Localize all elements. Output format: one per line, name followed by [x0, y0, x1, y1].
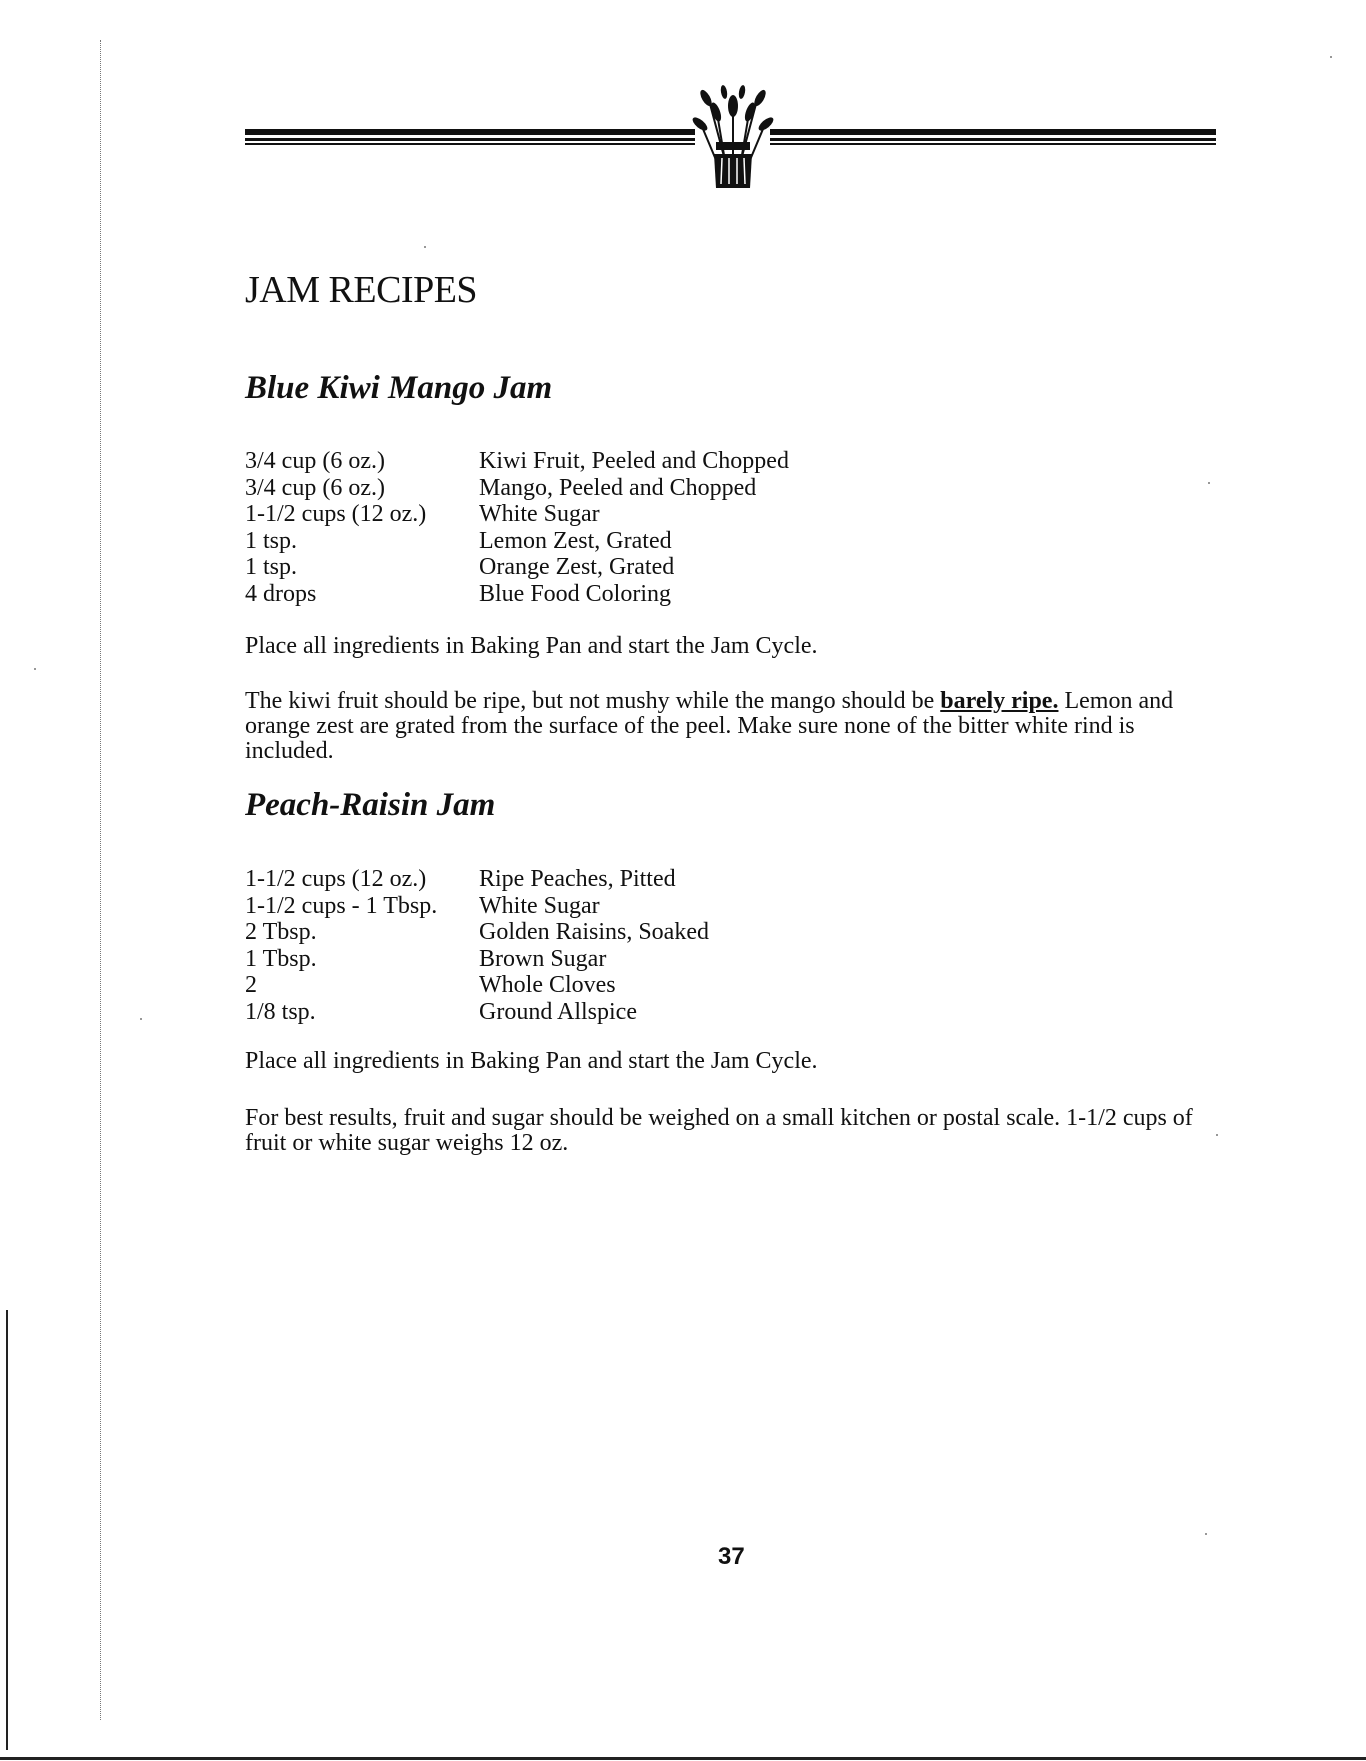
- ingredient-name: Blue Food Coloring: [479, 580, 672, 607]
- ingredient-row: [245, 475, 789, 502]
- scan-speck: [1216, 1134, 1218, 1136]
- header-rule-left: [245, 129, 695, 145]
- page-number: 37: [718, 1543, 745, 1570]
- wheat-sheaf-icon: [688, 84, 778, 194]
- ingredient-name: Mango, Peeled and Chopped: [479, 474, 757, 501]
- ingredient-quantity: 1-1/2 cups (12 oz.): [245, 501, 427, 527]
- ingredient-row: [245, 448, 789, 475]
- instructions-blue-kiwi-mango-jam: Place all ingredients in Baking Pan and start the Jam Cycle.: [245, 633, 818, 659]
- ingredient-name: Kiwi Fruit, Peeled and Chopped: [479, 448, 789, 474]
- ingredient-quantity: 1/8 tsp.: [245, 998, 316, 1025]
- ingredient-row: [245, 581, 789, 608]
- ingredient-row: [245, 528, 789, 555]
- page-title: JAM RECIPES: [245, 269, 478, 311]
- page-edge-left: [100, 40, 101, 1720]
- ingredient-quantity: 2: [245, 972, 257, 998]
- ingredient-row: [245, 919, 709, 946]
- scan-speck: [34, 668, 36, 670]
- scan-speck: [1208, 482, 1210, 484]
- recipe-title-peach-raisin-jam: Peach-Raisin Jam: [245, 787, 496, 823]
- instructions-peach-raisin-jam: Place all ingredients in Baking Pan and start the Jam Cycle.: [245, 1048, 818, 1074]
- ingredient-name: Lemon Zest, Grated: [479, 527, 672, 554]
- ingredient-list-peach-raisin-jam: [245, 866, 709, 1025]
- ingredient-row: [245, 972, 709, 999]
- note-text: The kiwi fruit should be ripe, but not mushy while the mango should be: [245, 688, 941, 714]
- ingredient-quantity: 2 Tbsp.: [245, 919, 317, 945]
- page-edge-left-bar: [6, 1310, 8, 1750]
- ingredient-name: Golden Raisins, Soaked: [479, 919, 709, 945]
- ingredient-row: [245, 999, 709, 1026]
- ingredient-row: [245, 893, 709, 920]
- scan-speck: [140, 1018, 142, 1020]
- header-rule-right: [770, 129, 1216, 145]
- ingredient-name: Whole Cloves: [479, 972, 616, 998]
- page-edge-bottom: [0, 1757, 1366, 1760]
- ingredient-row: [245, 866, 709, 893]
- recipe-title-blue-kiwi-mango-jam: Blue Kiwi Mango Jam: [245, 370, 553, 406]
- ingredient-row: [245, 946, 709, 973]
- ingredient-quantity: 1 tsp.: [245, 554, 298, 580]
- ingredient-quantity: 3/4 cup (6 oz.): [245, 474, 385, 501]
- ingredient-name: Ground Allspice: [479, 998, 637, 1025]
- note-blue-kiwi-mango-jam: [245, 689, 1195, 764]
- scan-speck: [1205, 1533, 1207, 1535]
- ingredient-name: Ripe Peaches, Pitted: [479, 866, 676, 892]
- ingredient-quantity: 1-1/2 cups (12 oz.): [245, 866, 427, 892]
- ingredient-row: [245, 554, 789, 581]
- ingredient-name: White Sugar: [479, 892, 600, 919]
- ingredient-list-blue-kiwi-mango-jam: [245, 448, 789, 607]
- ingredient-name: White Sugar: [479, 501, 600, 527]
- ingredient-name: Brown Sugar: [479, 945, 607, 972]
- ingredient-quantity: 1 tsp.: [245, 527, 298, 554]
- ingredient-quantity: 4 drops: [245, 580, 317, 607]
- ingredient-quantity: 3/4 cup (6 oz.): [245, 448, 385, 474]
- ingredient-row: [245, 501, 789, 528]
- ingredient-quantity: 1-1/2 cups - 1 Tbsp.: [245, 892, 438, 919]
- note-text: Lemon and orange zest are grated from the surface of the peel. Make sure none of the bitter white rind is included.: [245, 688, 1174, 764]
- ingredient-quantity: 1 Tbsp.: [245, 945, 317, 972]
- ingredient-name: Orange Zest, Grated: [479, 554, 675, 580]
- scan-speck: [424, 246, 426, 248]
- note-emphasis: barely ripe.: [940, 688, 1059, 714]
- scan-speck: [1330, 56, 1332, 58]
- note-peach-raisin-jam: For best results, fruit and sugar should be weighed on a small kitchen or postal scale. 1-1/2 cups of fruit or white sugar weighs 12 oz.: [245, 1105, 1193, 1156]
